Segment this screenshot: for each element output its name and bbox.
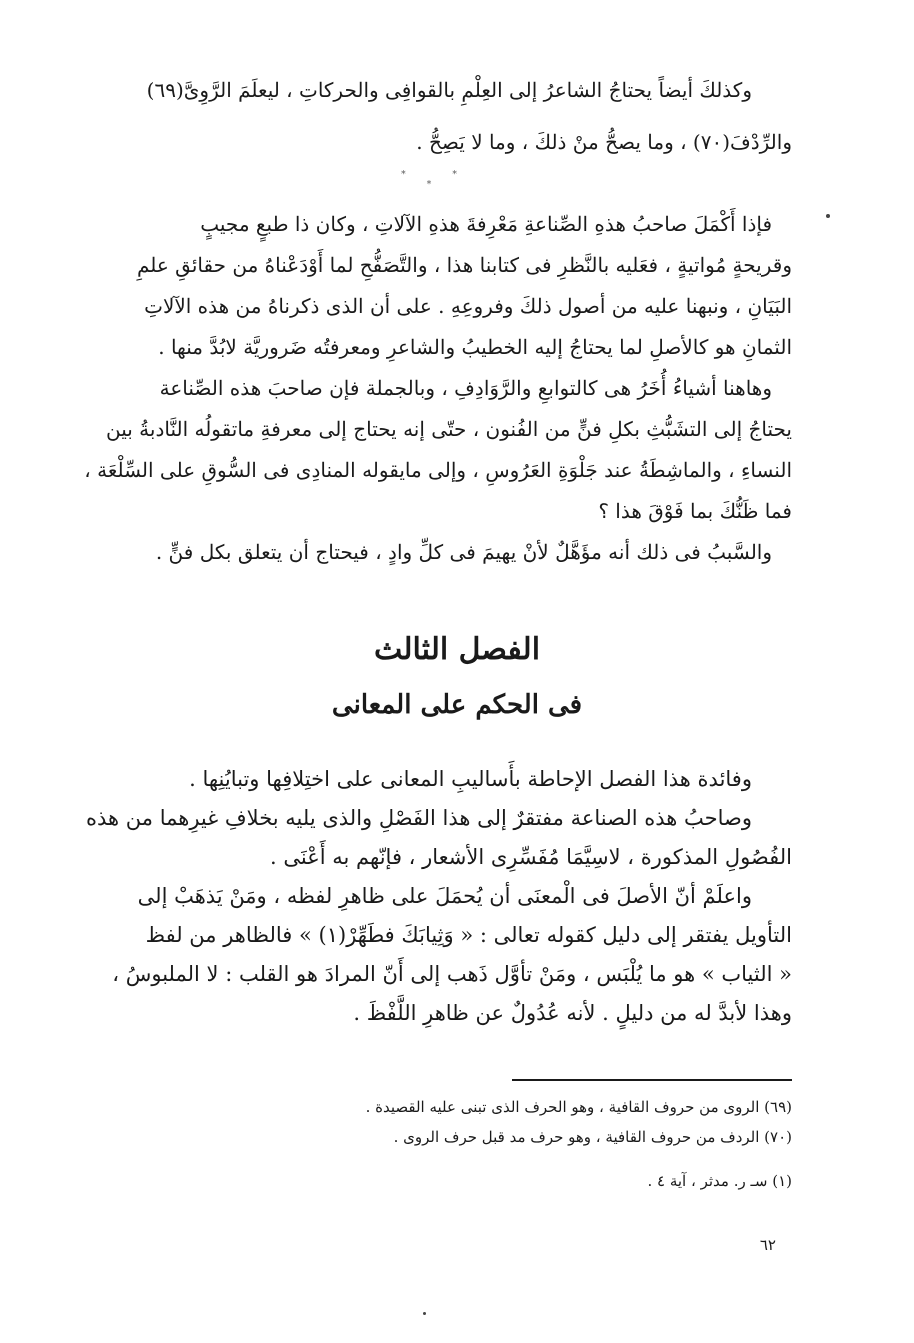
chapter-title: الفصل الثالث [373, 632, 541, 667]
text-line: البَيَانِ ، ونبهنا عليه من أصول ذلكَ وفروعِهِ . على أن الذى ذكرناهُ من هذه الآلاتِ [144, 294, 792, 318]
section-separator: * * * [401, 170, 479, 190]
text-line: النساءِ ، والماشِطَةُ عند جَلْوَةِ العَرُوسِ ، وإلى مايقوله المنادِى فى السُّوقِ على السِّلْعَة ، [84, 458, 792, 482]
text-line: وكذلكَ أيضاً يحتاجُ الشاعرُ إلى العِلْمِ بالقوافِى والحركاتِ ، ليعلَمَ الرَّوِىَّ(٦٩) [146, 78, 752, 102]
text-line: والسَّببُ فى ذلك أنه مؤَهَّلٌ لأنْ يهيمَ فى كلِّ وادٍ ، فيحتاج أن يتعلق بكل فنٍّ . [155, 540, 772, 564]
footnote: (٧٠) الردف من حروف القافية ، وهو حرف مد قبل حرف الروى . [393, 1128, 792, 1146]
chapter-subtitle: فى الحكم على المعانى [331, 690, 583, 720]
page-number: ٦٢ [759, 1236, 776, 1254]
text-line: وهاهنا أشياءُ أُخَرُ هى كالتوابعِ والرَّوَادِفِ ، وبالجملة فإن صاحبَ هذه الصِّناعة [159, 376, 772, 400]
scan-speck [423, 1312, 426, 1315]
text-line: فما ظَنُّكَ بما فَوْقَ هذا ؟ [598, 499, 792, 523]
text-line: وصاحبُ هذه الصناعة مفتقرٌ إلى هذا الفَصْلِ والذى يليه بخلافِ غيرِهما من هذه [86, 806, 752, 830]
text-line: الثمانِ هو كالأصلِ لما يحتاجُ إليه الخطيبُ والشاعرِ ومعرفتُه ضَروريَّة لابُدَّ منها . [158, 335, 792, 359]
text-line: والرِّدْفَ(٧٠) ، وما يصحُّ منْ ذلكَ ، وما لا يَصِحُّ . [416, 130, 792, 154]
footnote: (١) سـ ر. مدثر ، آية ٤ . [647, 1172, 792, 1190]
text-line: وهذا لأبدَّ له من دليلٍ . لأنه عُدُولٌ عن ظاهرِ اللَّفْظَ . [353, 1001, 792, 1025]
intro-paragraph [70, 64, 792, 168]
text-line: التأويل يفتقر إلى دليل كقوله تعالى : « وَثِيابَكَ فطَهِّرْ(١) » فالظاهر من لفظ [145, 923, 792, 947]
text-line: وقريحةٍ مُواتيةٍ ، فعَليه بالنَّظرِ فى كتابنا هذا ، والتَّصَفُّحِ لما أَوْدَعْناهُ من حقائقِ علمِ [136, 253, 792, 277]
section-one-paragraphs [70, 204, 792, 573]
margin-mark [826, 214, 830, 218]
text-line: الفُصُولِ المذكورة ، لاسِيَّمَا مُفَسِّرِى الأشعار ، فإنّهم به أَعْنَى . [270, 845, 792, 869]
section-two-paragraphs [70, 760, 792, 1033]
text-line: فإذا أَكْمَلَ صاحبُ هذهِ الصِّناعةِ مَعْرِفةَ هذهِ الآلاتِ ، وكان ذا طبعٍ مجيبٍ [200, 212, 772, 236]
text-line: « الثياب » هو ما يُلْبَس ، ومَنْ تأوَّل ذَهب إلى أَنّ المرادَ هو القلب : لا الملبوسُ ، [112, 962, 792, 986]
footnote: (٦٩) الروى من حروف القافية ، وهو الحرف الذى تبنى عليه القصيدة . [365, 1098, 792, 1116]
text-line: واعلَمْ أنّ الأصلَ فى الْمعنَى أن يُحمَلَ على ظاهرِ لفظه ، ومَنْ يَذهَبْ إلى [137, 884, 752, 908]
text-line: وفائدة هذا الفصل الإحاطة بأَساليبِ المعانى على اختِلافِها وتبايُنِها . [189, 767, 752, 791]
text-line: يحتاجُ إلى التشَبُّثِ بكلِ فنٍّ من الفُنون ، حتّى إنه يحتاج إلى معرفةِ ماتقولُه النَّادبةُ بين [105, 417, 792, 441]
footnote-divider [512, 1079, 792, 1081]
footnotes [232, 1092, 792, 1196]
